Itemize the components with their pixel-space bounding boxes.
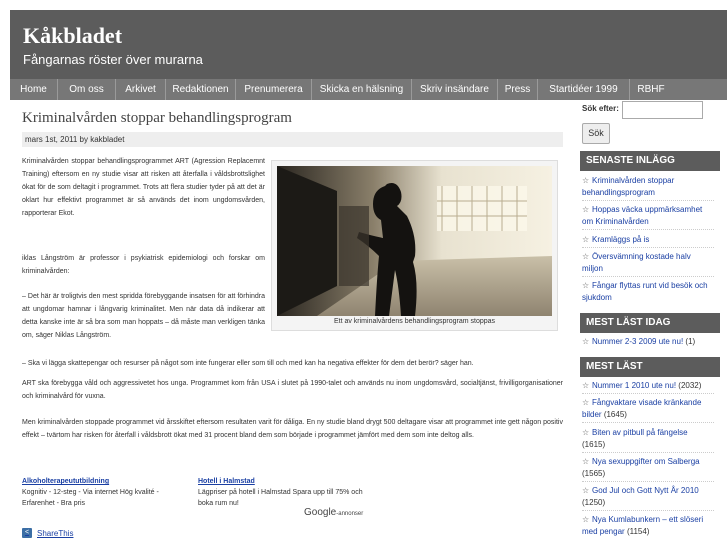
site-header [10,10,727,79]
post-paragraph-3: – Det här är troligtvis den mest spridda förebyggande insatsen för att förhindra att ungdomar hamnar i långvarig kriminalitet. Men när data då indikerar att detta kanske inte är så bra som man hoppats – då måste man verkligen tänka om, säger Niklas Långström. [22,293,265,339]
divider [582,393,714,394]
ad-title[interactable]: Hotell i Halmstad [198,478,255,485]
widget-title-today: MEST LÄST IDAG [580,313,720,333]
sharethis-icon: < [22,528,32,538]
star-icon: ☆ [582,381,590,390]
view-count: (1) [685,337,696,346]
post-title[interactable]: Kriminalvården stoppar behandlingsprogram [22,110,292,126]
sharethis-label: ShareThis [37,528,74,538]
list-item [582,280,712,304]
prison-corridor-photo [277,166,552,316]
divider [582,229,714,230]
list-item [582,397,712,421]
star-icon: ☆ [582,457,590,466]
list-item [582,485,712,509]
figure-caption: Ett av kriminalvårdens behandlingsprogram stoppas [333,318,496,325]
post-meta: mars 1st, 2011 by kakbladet [22,132,563,147]
recent-post-link[interactable]: Översvämning kostade halv miljon [582,252,691,273]
star-icon: ☆ [582,252,590,261]
star-icon: ☆ [582,515,590,524]
list-item [582,175,712,199]
recent-post-link[interactable]: Fångar flyttas runt vid besök och sjukdom [582,281,708,302]
view-count: (1154) [626,527,650,536]
post-paragraph-4: – Ska vi lägga skattepengar och resurser på något som inte fungerar eller som till och med kan ha negativa effekter för dem det berör? säger han. [22,360,474,367]
star-icon: ☆ [582,176,590,185]
widget-title-most: MEST LÄST [580,357,720,377]
nav-item-prenumerera[interactable]: Prenumerera [236,79,312,100]
list-item [582,427,712,451]
star-icon: ☆ [582,235,590,244]
main-nav [10,79,727,100]
post-paragraph-2: iklas Långström är professor i psykiatrisk epidemiologi och forskar om kriminalvården: [22,255,265,275]
most-read-link[interactable]: Biten av pitbull på fängelse [592,428,688,437]
most-read-link[interactable]: Nummer 1 2010 ute nu! [592,381,677,390]
most-read-link[interactable]: God Jul och Gott Nytt År 2010 [592,486,699,495]
post-paragraph-5: ART ska förebygga våld och aggressivetet hos unga. Programmet kom från USA i slutet på 1990-talet och används nu inom ungdomsvård, socialtjänst, frivilligorganisationer och kriminalvård för vuxna. [22,380,563,400]
view-count: (1565) [582,469,606,478]
star-icon: ☆ [582,428,590,437]
recent-post-link[interactable]: Kramläggs på is [592,235,650,244]
list-item [582,204,712,228]
view-count: (1645) [603,410,627,419]
divider [582,452,714,453]
nav-item-skicka-halsning[interactable]: Skicka en hälsning [312,79,412,100]
nav-item-om-oss[interactable]: Om oss [58,79,116,100]
google-ads-label[interactable] [304,507,363,518]
most-read-link[interactable]: Nya sexuppgifter om Salberga [592,457,700,466]
today-post-link[interactable]: Nummer 2-3 2009 ute nu! [592,337,684,346]
star-icon: ☆ [582,281,590,290]
search-input[interactable] [622,101,703,119]
view-count: (1615) [582,440,606,449]
ad-block [22,476,182,509]
google-ads-suffix: -annonser [336,511,364,517]
ad-title[interactable]: Alkoholterapeututbildning [22,478,110,485]
star-icon: ☆ [582,337,590,346]
divider [582,510,714,511]
post-paragraph-6: Men kriminalvården stoppade programmet vid årsskiftet eftersom resultaten varit för dåliga. En ny studie bland drygt 500 deltagare visar att programmet inte gett någon positiv effekt – tvärtom har risken för återfall i våldsbrott ökat med 31 procent bland dem som började i programmet jämfört med dem som inte deltog alls. [22,419,563,439]
site-title[interactable]: Kåkbladet [23,23,123,48]
ad-text: Lägpriser på hotell i Halmstad Spara upp till 75% och boka rum nu! [198,489,363,507]
most-read-link[interactable]: Nya Kumlabunkern – ett slöseri med pengar [582,515,704,536]
nav-item-press[interactable]: Press [498,79,538,100]
nav-item-startideer[interactable]: Startidéer 1999 [538,79,630,100]
view-count: (2032) [678,381,702,390]
ad-block [198,476,378,509]
star-icon: ☆ [582,398,590,407]
star-icon: ☆ [582,486,590,495]
widget-title-recent: SENASTE INLÄGG [580,151,720,171]
most-read-link[interactable]: Fångvaktare visade kränkande bilder [582,398,702,419]
recent-post-link[interactable]: Hoppas väcka uppmärksamhet om Kriminalvården [582,205,703,226]
divider [582,200,714,201]
view-count: (1250) [582,498,606,507]
post-intro: Kriminalvården stoppar behandlingsprogrammet ART (Agression Replacemnt Training) eftersom en ny studie visar att risken att återfalla i våldsbrottslighet ökat för de som deltagit i programmet. Trots att flera studier tyder på att det är oklart hur effektivt programmet är så används det inom ungdomsvården, rapporterar Ekot. [22,158,265,217]
list-item [582,251,712,275]
post-figure [271,160,558,331]
divider [582,276,714,277]
divider [582,481,714,482]
search-button[interactable]: Sök [582,123,610,144]
nav-item-redaktionen[interactable]: Redaktionen [166,79,236,100]
divider [582,422,714,423]
nav-item-rbhf[interactable]: RBHF [637,84,665,95]
search-label: Sök efter: [582,104,619,113]
recent-post-link[interactable]: Kriminalvården stoppar behandlingsprogram [582,176,675,197]
nav-item-skriv-insandare[interactable]: Skriv insändare [412,79,498,100]
divider [582,247,714,248]
list-item [582,336,712,348]
site-tagline: Fångarnas röster över murarna [23,52,203,67]
sharethis-link[interactable] [22,528,73,538]
list-item [582,514,712,538]
nav-item-arkivet[interactable]: Arkivet [116,79,166,100]
google-logo: Google [304,507,337,518]
list-item [582,234,712,246]
star-icon: ☆ [582,205,590,214]
list-item [582,380,712,392]
nav-item-home[interactable]: Home [10,79,58,100]
list-item [582,456,712,480]
ad-text: Kognitiv - 12-steg - Via internet Hög kvalité - Erfarenhet - Bra pris [22,489,159,507]
